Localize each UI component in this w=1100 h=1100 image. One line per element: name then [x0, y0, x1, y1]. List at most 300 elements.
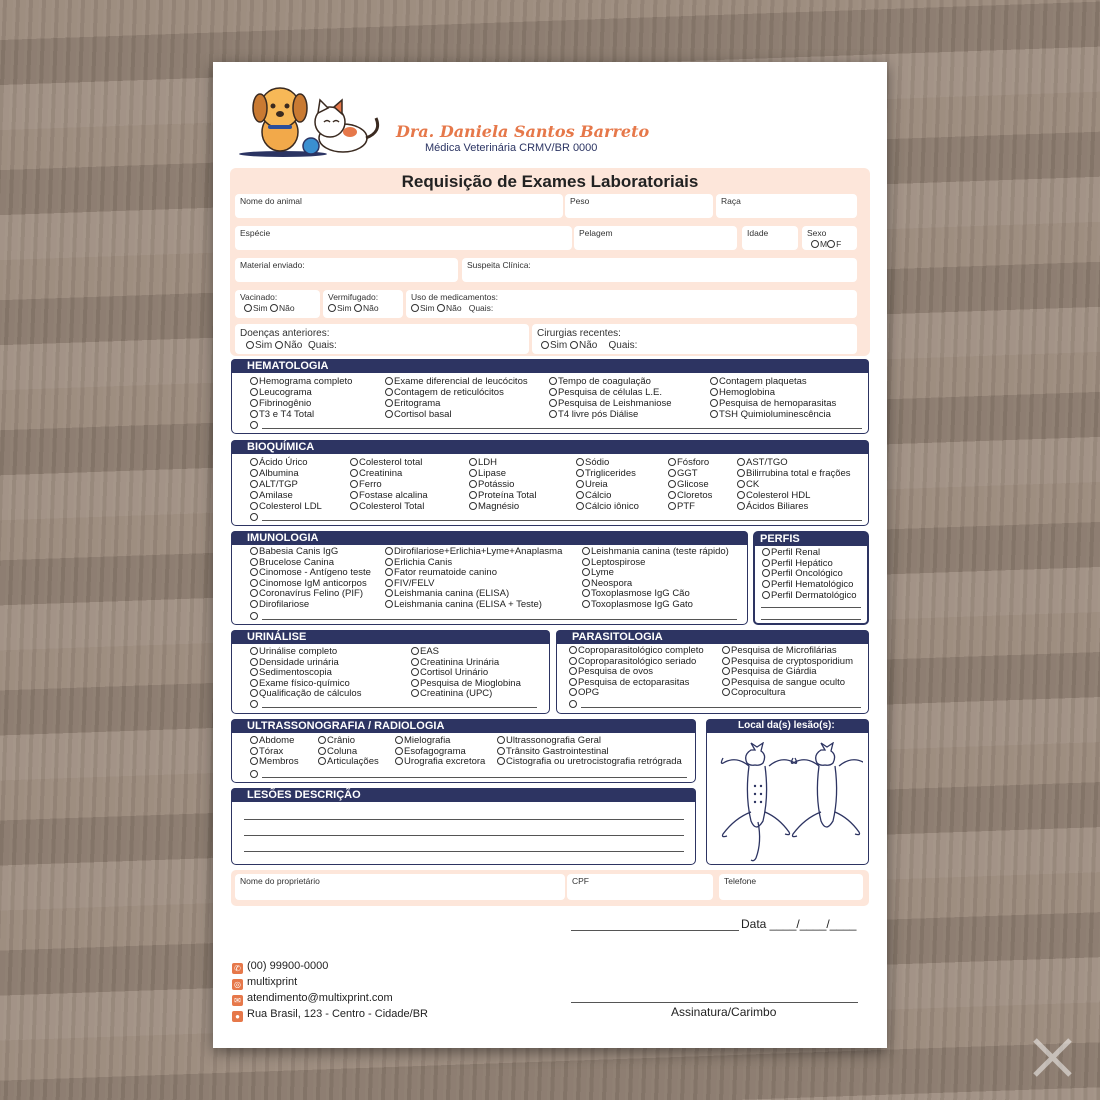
- exam-checkbox[interactable]: [250, 589, 258, 597]
- exam-checkbox[interactable]: [395, 747, 403, 755]
- exam-column: [737, 458, 851, 513]
- exam-checkbox[interactable]: [250, 410, 258, 418]
- exam-checkbox[interactable]: [469, 469, 477, 477]
- exam-label: Tempo de coagulação: [558, 376, 651, 387]
- exam-checkbox[interactable]: [411, 647, 419, 655]
- other-exam-line[interactable]: [761, 607, 861, 608]
- exam-option[interactable]: [710, 410, 836, 421]
- exam-checkbox[interactable]: [549, 410, 557, 418]
- exam-column: [250, 547, 371, 611]
- exam-checkbox[interactable]: [385, 399, 393, 407]
- exam-label: Perfil Dermatológico: [771, 589, 857, 601]
- exam-option[interactable]: [668, 502, 712, 513]
- exam-checkbox[interactable]: [722, 678, 730, 686]
- contact-text: multixprint: [247, 976, 298, 988]
- exam-checkbox[interactable]: [710, 377, 718, 385]
- sex-field: [802, 226, 857, 250]
- exam-checkbox[interactable]: [668, 491, 676, 499]
- exam-label: Colesterol HDL: [746, 489, 811, 501]
- exam-checkbox[interactable]: [549, 388, 557, 396]
- owner-info-panel: [231, 870, 869, 906]
- option-label: Quais:: [307, 340, 337, 351]
- medication-field: [406, 290, 857, 318]
- exam-checkbox[interactable]: [250, 600, 258, 608]
- vaccinated-no-radio[interactable]: [270, 304, 278, 312]
- exam-checkbox[interactable]: [497, 736, 505, 744]
- exam-checkbox[interactable]: [737, 458, 745, 466]
- cpf-field[interactable]: [567, 874, 713, 900]
- exam-option[interactable]: [737, 502, 851, 513]
- exam-label: AST/TGO: [746, 457, 788, 468]
- option-label: Sim: [337, 303, 352, 313]
- exam-checkbox[interactable]: [250, 491, 258, 499]
- exam-checkbox[interactable]: [350, 502, 358, 510]
- exam-option[interactable]: [469, 502, 536, 513]
- exam-label: Mielografia: [404, 735, 451, 746]
- exam-label: Coproparasitológico seriado: [578, 655, 697, 667]
- exam-checkbox[interactable]: [762, 559, 770, 567]
- dewormed-yes-radio[interactable]: [328, 304, 336, 312]
- exam-checkbox[interactable]: [668, 480, 676, 488]
- exam-column: [722, 646, 853, 699]
- exam-label: Glicose: [677, 478, 709, 490]
- exam-option[interactable]: [385, 600, 562, 611]
- exam-column: [250, 458, 322, 513]
- exam-label: LDH: [478, 457, 498, 468]
- diseases-no-radio[interactable]: [275, 341, 283, 349]
- exam-label: Pesquisa de Mioglobina: [420, 677, 521, 689]
- exam-column: [385, 547, 562, 611]
- section-title: URINÁLISE: [231, 630, 550, 644]
- exam-column: [569, 646, 704, 699]
- exam-label: Erlichia Canis: [394, 556, 453, 568]
- exam-column: [411, 647, 521, 700]
- dewormed-no-radio[interactable]: [354, 304, 362, 312]
- exam-checkbox[interactable]: [668, 458, 676, 466]
- exam-checkbox[interactable]: [722, 646, 730, 654]
- sex-f-radio[interactable]: [827, 240, 835, 248]
- exam-checkbox[interactable]: [737, 502, 745, 510]
- exam-checkbox[interactable]: [582, 589, 590, 597]
- exam-label: Exame físico-químico: [259, 677, 350, 689]
- exam-checkbox[interactable]: [385, 600, 393, 608]
- medication-yes-radio[interactable]: [411, 304, 419, 312]
- exam-checkbox[interactable]: [469, 491, 477, 499]
- exam-checkbox[interactable]: [250, 689, 258, 697]
- veterinarian-registration: Médica Veterinária CRMV/BR 0000: [425, 142, 598, 154]
- exam-checkbox[interactable]: [250, 458, 258, 466]
- exam-label: GGT: [677, 467, 698, 479]
- option-label: Não: [284, 340, 303, 351]
- exam-checkbox[interactable]: [722, 667, 730, 675]
- exam-checkbox[interactable]: [250, 757, 258, 765]
- other-exam-line[interactable]: [761, 619, 861, 620]
- other-exam-line[interactable]: [262, 520, 862, 521]
- exam-label: Coproparasitológico completo: [578, 645, 704, 656]
- exam-checkbox[interactable]: [582, 558, 590, 566]
- contact-text: atendimento@multixprint.com: [247, 992, 393, 1004]
- exam-option[interactable]: [395, 757, 485, 768]
- exam-checkbox[interactable]: [395, 736, 403, 744]
- exam-checkbox[interactable]: [569, 688, 577, 696]
- field-label: CPF: [572, 876, 589, 886]
- hematology-section: [231, 359, 869, 434]
- exam-label: PTF: [677, 500, 695, 512]
- location-pin-icon: ●: [232, 1011, 243, 1022]
- exam-label: Colesterol LDL: [259, 500, 322, 512]
- imaging-section: [231, 719, 696, 783]
- exam-checkbox[interactable]: [762, 548, 770, 556]
- exam-checkbox[interactable]: [469, 502, 477, 510]
- exam-checkbox[interactable]: [569, 646, 577, 654]
- option-label: Quais:: [468, 303, 494, 313]
- exam-checkbox[interactable]: [385, 579, 393, 587]
- exam-checkbox[interactable]: [250, 579, 258, 587]
- exam-label: T4 livre pós Diálise: [558, 408, 639, 420]
- animal-name-field[interactable]: [235, 194, 563, 218]
- exam-checkbox[interactable]: [722, 688, 730, 696]
- veterinarian-name: Dra. Daniela Santos Barreto: [396, 122, 650, 141]
- field-label: Vacinado:: [240, 292, 278, 302]
- exam-checkbox[interactable]: [722, 657, 730, 665]
- exam-option[interactable]: [250, 502, 322, 513]
- field-label: Cirurgias recentes:: [537, 328, 621, 339]
- email-icon: ✉: [232, 995, 243, 1006]
- exam-checkbox[interactable]: [385, 547, 393, 555]
- exam-checkbox[interactable]: [250, 502, 258, 510]
- coat-field[interactable]: [574, 226, 737, 250]
- watermark-logo-icon: [1030, 1035, 1080, 1080]
- exam-checkbox[interactable]: [385, 558, 393, 566]
- exam-checkbox[interactable]: [569, 657, 577, 665]
- exam-column: [469, 458, 536, 513]
- exam-option[interactable]: [250, 600, 371, 611]
- exam-checkbox[interactable]: [385, 589, 393, 597]
- exam-checkbox[interactable]: [350, 458, 358, 466]
- exam-checkbox[interactable]: [576, 458, 584, 466]
- species-field[interactable]: [235, 226, 572, 250]
- option-label: Não: [446, 303, 462, 313]
- exam-option[interactable]: [350, 502, 428, 513]
- exam-checkbox[interactable]: [737, 480, 745, 488]
- exam-label: Neospora: [591, 577, 633, 589]
- exam-checkbox[interactable]: [576, 469, 584, 477]
- exam-checkbox[interactable]: [737, 491, 745, 499]
- other-exam-line[interactable]: [262, 707, 537, 708]
- exam-column: [395, 736, 485, 768]
- exam-option[interactable]: [576, 502, 639, 513]
- exam-label: Perfil Renal: [771, 547, 821, 558]
- exam-label: Exame diferencial de leucócitos: [394, 376, 528, 387]
- exam-option[interactable]: [318, 757, 379, 768]
- description-line[interactable]: [244, 835, 684, 836]
- exam-checkbox[interactable]: [576, 502, 584, 510]
- other-exam-checkbox[interactable]: [250, 421, 258, 429]
- exam-label: Fator reumatoide canino: [394, 567, 497, 579]
- exam-checkbox[interactable]: [250, 547, 258, 555]
- dog-body-diagram-icon[interactable]: [715, 742, 863, 862]
- exam-option[interactable]: [497, 757, 682, 768]
- exam-checkbox[interactable]: [582, 568, 590, 576]
- exam-option[interactable]: [569, 688, 704, 699]
- exam-label: Cistografia ou uretrocistografia retrógrada: [506, 756, 682, 768]
- other-exam-checkbox[interactable]: [250, 612, 258, 620]
- surgeries-no-radio[interactable]: [570, 341, 578, 349]
- exam-label: Sedimentoscopia: [259, 667, 332, 678]
- signature-label: Assinatura/Carimbo: [671, 1005, 777, 1019]
- field-label: Raça: [721, 196, 741, 206]
- exam-label: Contagem de reticulócitos: [394, 386, 504, 398]
- exam-checkbox[interactable]: [497, 747, 505, 755]
- exam-label: Esofagograma: [404, 745, 466, 757]
- field-label: Idade: [747, 228, 769, 238]
- exam-checkbox[interactable]: [762, 580, 770, 588]
- exam-checkbox[interactable]: [710, 399, 718, 407]
- exam-label: Ácidos Biliares: [746, 500, 809, 512]
- exam-label: Tórax: [259, 745, 284, 757]
- section-title: PARASITOLOGIA: [556, 630, 869, 644]
- exam-label: Ureia: [585, 478, 608, 490]
- other-exam-checkbox[interactable]: [569, 700, 577, 708]
- exam-label: Articulações: [327, 756, 379, 768]
- exam-checkbox[interactable]: [582, 600, 590, 608]
- requisition-form-sheet: [213, 62, 887, 1048]
- exam-checkbox[interactable]: [318, 757, 326, 765]
- exam-checkbox[interactable]: [668, 502, 676, 510]
- exam-checkbox[interactable]: [576, 480, 584, 488]
- field-label: Uso de medicamentos:: [411, 292, 498, 302]
- option-label: Sim: [420, 303, 435, 313]
- exam-label: Dirofilariose: [259, 598, 310, 610]
- exam-option[interactable]: [250, 757, 299, 768]
- section-title: Local da(s) lesão(s):: [706, 719, 869, 733]
- exam-label: Creatinina (UPC): [420, 688, 493, 699]
- exam-option[interactable]: [411, 689, 521, 700]
- exam-column: [710, 377, 836, 421]
- exam-label: Coronavírus Felino (PIF): [259, 588, 364, 600]
- exam-checkbox[interactable]: [411, 679, 419, 687]
- field-label: Telefone: [724, 876, 757, 886]
- exam-checkbox[interactable]: [385, 388, 393, 396]
- other-exam-line[interactable]: [262, 428, 862, 429]
- contact-text: (00) 99900-0000: [247, 960, 329, 972]
- exam-label: Cinomose - Antígeno teste: [259, 567, 371, 579]
- material-field[interactable]: [235, 258, 458, 282]
- exam-checkbox[interactable]: [549, 399, 557, 407]
- exam-column: [250, 647, 361, 700]
- exam-checkbox[interactable]: [250, 736, 258, 744]
- exam-label: Pesquisa de ectoparasitas: [578, 676, 690, 688]
- sex-m-radio[interactable]: [811, 240, 819, 248]
- exam-label: Hemograma completo: [259, 376, 353, 387]
- exam-label: Pesquisa de ovos: [578, 666, 653, 678]
- exam-checkbox[interactable]: [250, 469, 258, 477]
- exam-checkbox[interactable]: [250, 377, 258, 385]
- field-label: Pelagem: [579, 228, 613, 238]
- exam-option[interactable]: [582, 600, 729, 611]
- exam-label: Dirofilariose+Erlichia+Lyme+Anaplasma: [394, 546, 563, 557]
- exam-checkbox[interactable]: [385, 410, 393, 418]
- option-label: Sim: [255, 340, 273, 351]
- exam-label: Crânio: [327, 735, 355, 746]
- exam-checkbox[interactable]: [762, 569, 770, 577]
- exam-checkbox[interactable]: [250, 568, 258, 576]
- exam-checkbox[interactable]: [250, 647, 258, 655]
- field-label: Suspeita Clínica:: [467, 260, 531, 270]
- exam-option[interactable]: [762, 591, 857, 602]
- other-exam-checkbox[interactable]: [250, 770, 258, 778]
- exam-label: TSH Quimioluminescência: [719, 408, 831, 420]
- exam-checkbox[interactable]: [350, 491, 358, 499]
- breed-field[interactable]: [716, 194, 857, 218]
- exam-checkbox[interactable]: [318, 747, 326, 755]
- exam-checkbox[interactable]: [582, 579, 590, 587]
- age-field[interactable]: [742, 226, 798, 250]
- exam-checkbox[interactable]: [469, 480, 477, 488]
- exam-label: Pesquisa de sangue oculto: [731, 676, 846, 688]
- exam-label: Lipase: [478, 467, 506, 479]
- exam-checkbox[interactable]: [710, 388, 718, 396]
- exam-label: OPG: [578, 687, 600, 699]
- other-exam-checkbox[interactable]: [250, 700, 258, 708]
- other-exam-checkbox[interactable]: [250, 513, 258, 521]
- exam-option[interactable]: [250, 410, 352, 421]
- option-label: Sim: [253, 303, 268, 313]
- contact-email: [232, 992, 393, 1006]
- exam-checkbox[interactable]: [411, 689, 419, 697]
- section-title: PERFIS: [754, 532, 868, 546]
- signature-line[interactable]: [571, 1002, 858, 1003]
- date-signature-line[interactable]: [571, 930, 739, 931]
- exam-checkbox[interactable]: [576, 491, 584, 499]
- exam-checkbox[interactable]: [710, 410, 718, 418]
- exam-checkbox[interactable]: [318, 736, 326, 744]
- exam-label: Pesquisa de hemoparasitas: [719, 397, 837, 409]
- exam-checkbox[interactable]: [549, 377, 557, 385]
- exam-label: Fostase alcalina: [359, 489, 428, 501]
- exam-checkbox[interactable]: [250, 399, 258, 407]
- urinalysis-section: [231, 630, 550, 714]
- exam-label: T3 e T4 Total: [259, 408, 315, 420]
- exam-label: Leishmania canina (teste rápido): [591, 546, 729, 557]
- exam-checkbox[interactable]: [250, 480, 258, 488]
- exam-label: Toxoplasmose IgG Cão: [591, 588, 690, 600]
- exam-label: Fibrinogênio: [259, 397, 312, 409]
- instagram-icon: ◎: [232, 979, 243, 990]
- exam-checkbox[interactable]: [350, 480, 358, 488]
- weight-field[interactable]: [565, 194, 713, 218]
- exam-label: Eritograma: [394, 397, 441, 409]
- exam-option[interactable]: [385, 410, 528, 421]
- exam-checkbox[interactable]: [250, 668, 258, 676]
- exam-checkbox[interactable]: [250, 747, 258, 755]
- other-exam-line[interactable]: [262, 777, 687, 778]
- exam-column: [250, 377, 352, 421]
- vaccinated-yes-radio[interactable]: [244, 304, 252, 312]
- exam-label: Coprocultura: [731, 687, 786, 699]
- exam-checkbox[interactable]: [569, 678, 577, 686]
- lesion-location-section: [706, 719, 869, 865]
- other-exam-line[interactable]: [262, 619, 737, 620]
- profiles-section: [753, 531, 869, 625]
- exam-checkbox[interactable]: [569, 667, 577, 675]
- description-line[interactable]: [244, 851, 684, 852]
- exam-checkbox[interactable]: [250, 658, 258, 666]
- clinical-suspicion-field[interactable]: [462, 258, 857, 282]
- exam-label: Coluna: [327, 745, 358, 757]
- description-line[interactable]: [244, 819, 684, 820]
- surgeries-yes-radio[interactable]: [541, 341, 549, 349]
- exam-label: Leptospirose: [591, 556, 646, 568]
- exam-label: Babesia Canis IgG: [259, 546, 339, 557]
- exam-checkbox[interactable]: [250, 388, 258, 396]
- field-label: Espécie: [240, 228, 271, 238]
- exam-checkbox[interactable]: [395, 757, 403, 765]
- other-exam-line[interactable]: [581, 707, 861, 708]
- exam-checkbox[interactable]: [385, 377, 393, 385]
- exam-checkbox[interactable]: [737, 469, 745, 477]
- medication-no-radio[interactable]: [437, 304, 445, 312]
- exam-label: Membros: [259, 756, 299, 768]
- exam-column: [350, 458, 428, 513]
- exam-checkbox[interactable]: [668, 469, 676, 477]
- exam-label: Ferro: [359, 478, 382, 490]
- exam-checkbox[interactable]: [385, 568, 393, 576]
- exam-label: Brucelose Canina: [259, 556, 334, 568]
- exam-label: Sódio: [585, 457, 610, 468]
- exam-label: Creatinina: [359, 467, 403, 479]
- contact-text: Rua Brasil, 123 - Centro - Cidade/BR: [247, 1008, 428, 1020]
- exam-label: Perfil Hepático: [771, 557, 833, 569]
- exam-checkbox[interactable]: [250, 558, 258, 566]
- owner-name-field[interactable]: [235, 874, 565, 900]
- exam-label: Creatinina Urinária: [420, 656, 500, 668]
- exam-label: Hemoglobina: [719, 386, 775, 398]
- section-title: BIOQUÍMICA: [231, 440, 869, 454]
- option-label: Não: [579, 340, 598, 351]
- exam-label: Abdome: [259, 735, 295, 746]
- exam-checkbox[interactable]: [411, 658, 419, 666]
- exam-option[interactable]: [250, 689, 361, 700]
- exam-option[interactable]: [722, 688, 853, 699]
- field-label: Nome do proprietário: [240, 876, 320, 886]
- exam-checkbox[interactable]: [762, 591, 770, 599]
- whatsapp-icon: ✆: [232, 963, 243, 974]
- exam-label: Pesquisa de Leishmaniose: [558, 397, 672, 409]
- exam-checkbox[interactable]: [411, 668, 419, 676]
- exam-label: Albumina: [259, 467, 299, 479]
- exam-checkbox[interactable]: [497, 757, 505, 765]
- field-label: Sexo: [807, 228, 827, 238]
- exam-column: [318, 736, 379, 768]
- exam-label: EAS: [420, 646, 440, 657]
- exam-checkbox[interactable]: [250, 679, 258, 687]
- diseases-yes-radio[interactable]: [246, 341, 254, 349]
- field-label: Nome do animal: [240, 196, 302, 206]
- exam-checkbox[interactable]: [582, 547, 590, 555]
- phone-field[interactable]: [719, 874, 863, 900]
- field-label: Material enviado:: [240, 260, 305, 270]
- exam-column: [582, 547, 729, 611]
- exam-label: Densidade urinária: [259, 656, 339, 668]
- option-label: Sim: [550, 340, 568, 351]
- patient-info-panel: [230, 168, 870, 356]
- exam-checkbox[interactable]: [350, 469, 358, 477]
- exam-label: Cortisol basal: [394, 408, 452, 420]
- section-title: LESÕES DESCRIÇÃO: [231, 788, 696, 802]
- exam-checkbox[interactable]: [469, 458, 477, 466]
- exam-option[interactable]: [549, 410, 672, 421]
